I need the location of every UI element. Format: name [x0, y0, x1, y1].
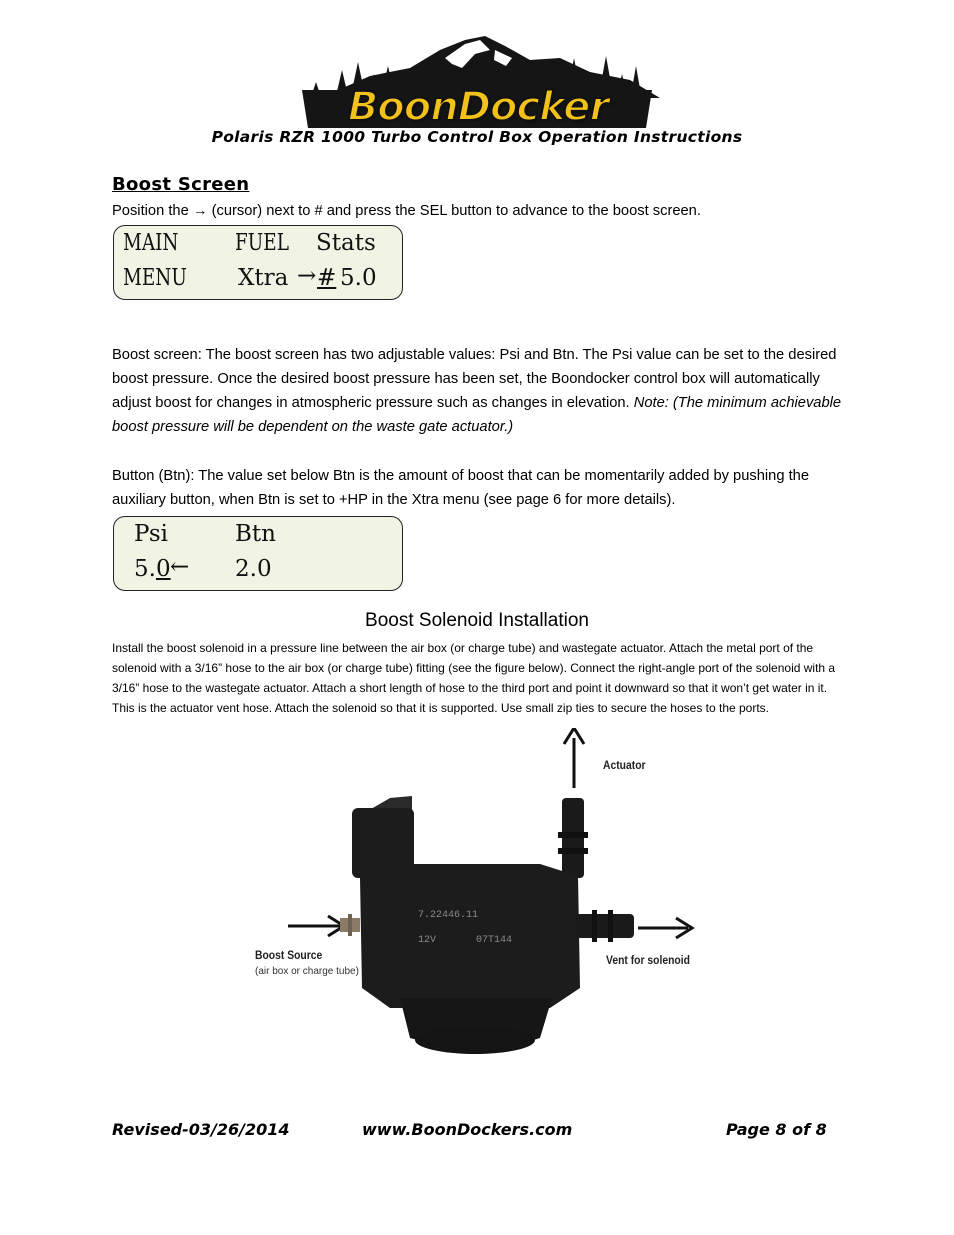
- lcd-text-btn: Btn: [235, 521, 276, 547]
- lcd-text-psi-value-dec: 0: [155, 556, 171, 582]
- lcd-text-value: 5.0: [340, 265, 377, 291]
- lcd-text-psi-value: [134, 556, 171, 582]
- footer-revised: Revised-03/26/2014: [112, 1120, 290, 1139]
- lcd-text-stats: Stats: [316, 230, 376, 256]
- lcd-text-psi-value-int: 5.: [134, 556, 156, 582]
- lcd-text-psi: Psi: [134, 521, 169, 547]
- part-code: 07T144: [476, 935, 513, 946]
- label-actuator: Actuator: [603, 760, 646, 772]
- footer-page-number: Page 8 of 8: [726, 1120, 827, 1139]
- boost-screen-paragraph: [112, 343, 842, 439]
- solenoid-section-title: Boost Solenoid Installation: [365, 610, 589, 631]
- part-number-line1: 7.22446.11: [418, 910, 479, 921]
- solenoid-instructions: Install the boost solenoid in a pressure line between the air box (or charge tube) and wastegate actuator. Attach the metal port of the solenoid with a 3/16” hose to the air box (or charge tube) fitting (see the figure below). Connect the right-angle port of the solenoid with a 3/16” hose to the wastegate actuator. Attach a short length of hose to the third port and point it downward so that it won’t get water in it. This is the actuator vent hose. Attach the solenoid so that it is supported. Use small zip ties to secure the hoses to the ports.: [112, 641, 836, 715]
- lcd-text-fuel: FUEL: [235, 230, 289, 256]
- cursor-arrow-left: ←: [170, 554, 190, 580]
- lcd-text-xtra: Xtra: [238, 265, 289, 291]
- button-paragraph: Button (Btn): The value set below Btn is the amount of boost that can be momentarily added by pushing the auxiliary button, when Btn is set to +HP in the Xtra menu (see page 6 for more details).: [112, 468, 809, 508]
- lcd-main-screen: [113, 225, 403, 300]
- part-voltage: 12V: [418, 935, 437, 946]
- solenoid-illustration: [240, 728, 720, 1068]
- lcd-text-hash: #: [317, 265, 337, 291]
- logo-wordmark: BoonDocker: [347, 84, 609, 130]
- label-vent: Vent for solenoid: [606, 955, 690, 967]
- lcd-text-menu: MENU: [123, 265, 187, 291]
- intro-paragraph: Position the → (cursor) next to # and press the SEL button to advance to the boost screen.: [112, 203, 701, 219]
- lcd-boost-screen: [113, 516, 403, 591]
- label-boost-source: Boost Source: [255, 950, 323, 962]
- boost-screen-description: Boost screen: The boost screen has two adjustable values: Psi and Btn. The Psi value can be set to the desired boost pressure. Once the desired boost pressure has been set, the Boondocker control box will automatically adjust boost for changes in atmospheric pressure such as changes in elevation.: [112, 347, 837, 411]
- document-title: Polaris RZR 1000 Turbo Control Box Operation Instructions: [211, 128, 743, 146]
- boost-screen-note: Note: (The minimum achievable boost pressure will be dependent on the waste gate actuator.): [112, 395, 842, 435]
- cursor-arrow-right: →: [297, 263, 317, 289]
- boondocker-logo: [280, 28, 674, 138]
- solenoid-figure: [240, 728, 720, 1068]
- lcd-text-btn-value: 2.0: [235, 556, 272, 582]
- lcd-text-main: MAIN: [123, 230, 179, 256]
- label-boost-source-sub: (air box or charge tube): [255, 966, 359, 977]
- footer-website[interactable]: www.BoonDockers.com: [362, 1120, 573, 1139]
- section-heading: Boost Screen: [112, 174, 250, 195]
